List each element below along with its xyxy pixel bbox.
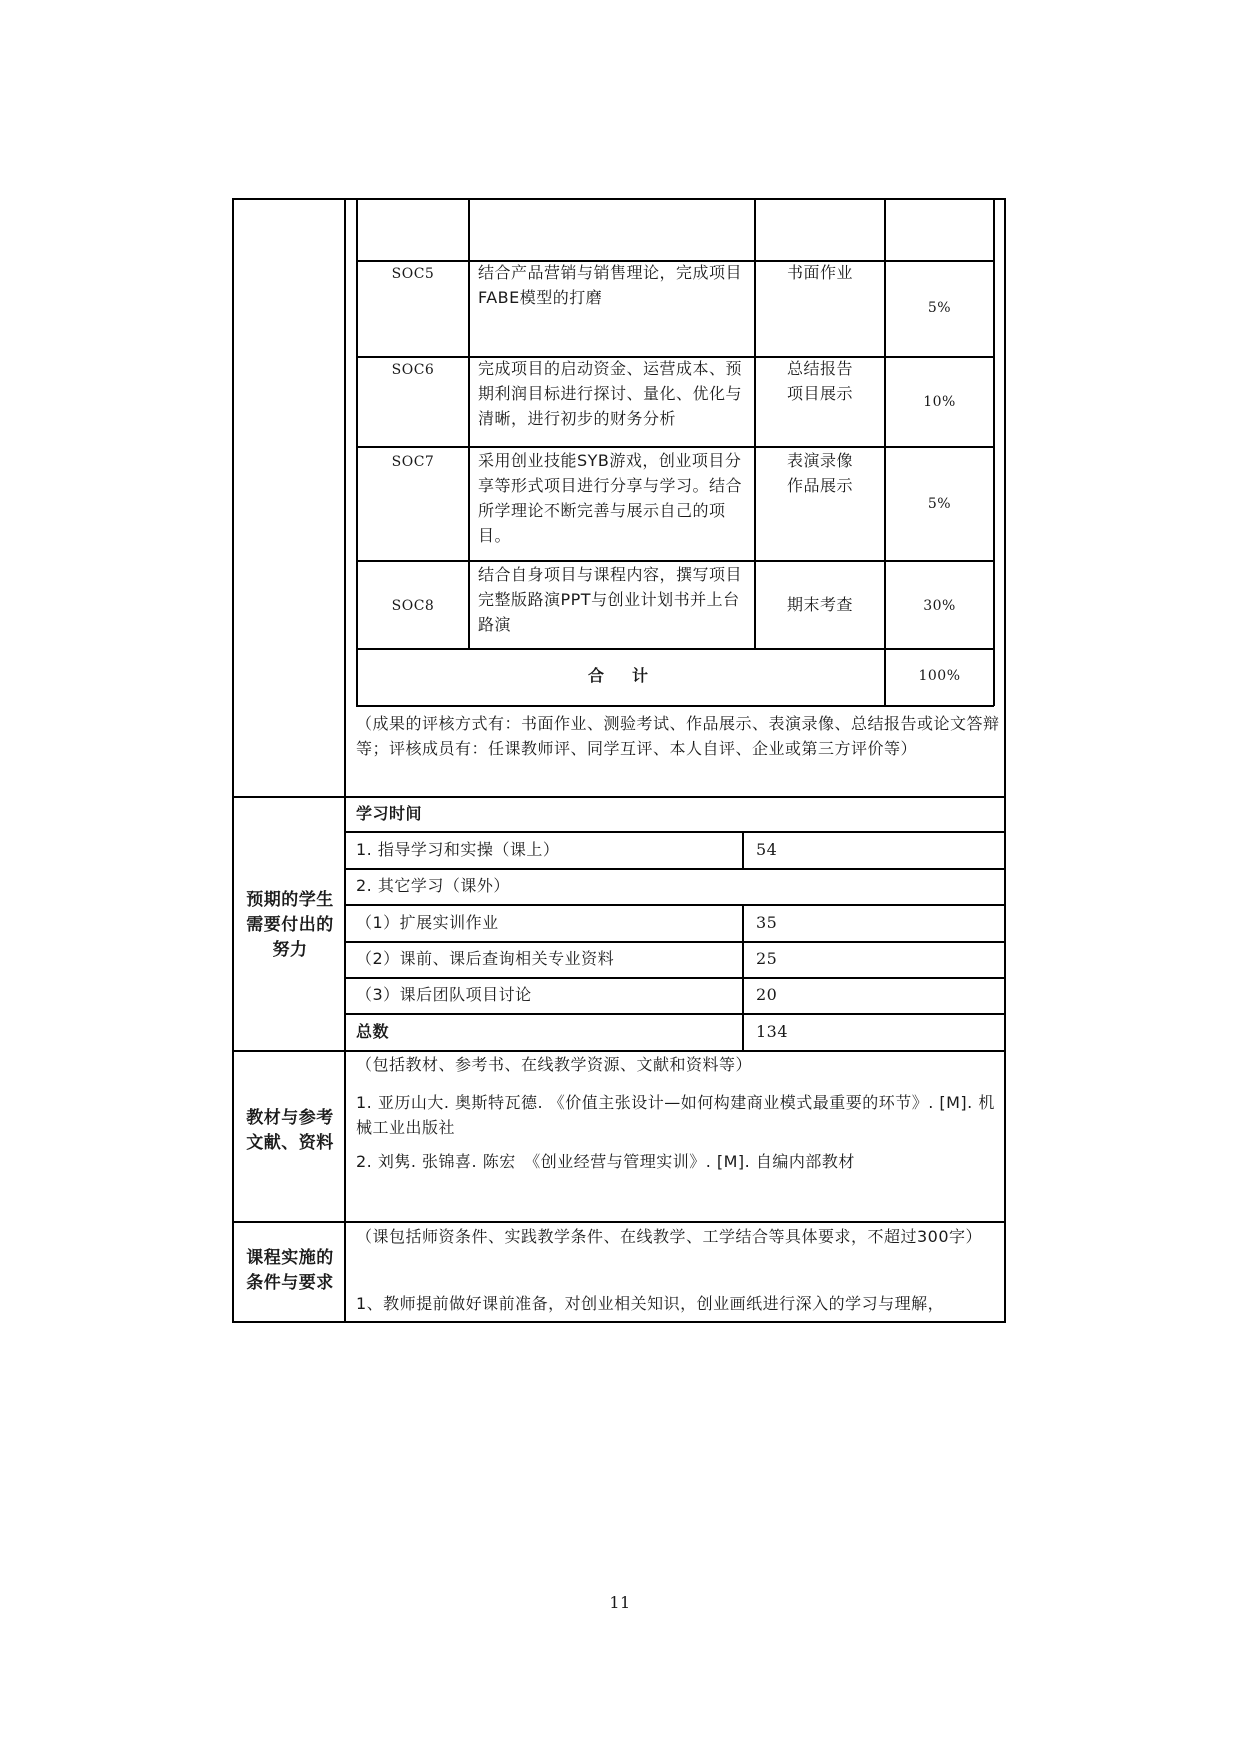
conditions-intro: （课包括师资条件、实践教学条件、在线教学、工学结合等具体要求，不超过300字） <box>356 1227 983 1246</box>
soc-code: SOC7 <box>391 454 435 470</box>
effort-label: 预期的学生需要付出的努力 <box>246 890 334 960</box>
effort-hours: 54 <box>756 840 778 859</box>
assessment-note: （成果的评核方式有：书面作业、测验考试、作品展示、表演录像、总结报告或论文答辩等；评核成员有：任课教师评、同学互评、本人自评、企业或第三方评价等） <box>356 714 1000 758</box>
assessment-total-label: 合 计 <box>587 666 654 685</box>
assessment-weight: 5% <box>927 496 952 512</box>
assessment-weight: 5% <box>927 300 952 316</box>
effort-total-value: 134 <box>756 1022 789 1041</box>
soc-content: 完成项目的启动资金、运营成本、预期利润目标进行探讨、量化、优化与清晰，进行初步的财务分析 <box>478 359 743 428</box>
assessment-weight: 30% <box>923 598 956 614</box>
page-number: 11 <box>609 1593 631 1612</box>
reference-item: 2. 刘隽. 张锦喜. 陈宏 《创业经营与管理实训》. [M]. 自编内部教材 <box>356 1152 855 1171</box>
conditions-item: 1、教师提前做好课前准备，对创业相关知识，创业画纸进行深入的学习与理解， <box>356 1294 945 1313</box>
assessment-weight: 10% <box>923 394 956 410</box>
conditions-label: 课程实施的条件与要求 <box>246 1248 334 1293</box>
effort-hours: 20 <box>756 985 778 1004</box>
soc-content: 结合产品营销与销售理论，完成项目FABE模型的打磨 <box>478 263 743 307</box>
effort-item: 2. 其它学习（课外） <box>356 876 510 895</box>
soc-content: 采用创业技能SYB游戏，创业项目分享等形式项目进行分享与学习。结合所学理论不断完善与展示自己的项目。 <box>478 451 743 545</box>
materials-intro: （包括教材、参考书、在线教学资源、文献和资料等） <box>356 1055 753 1074</box>
soc-code: SOC8 <box>391 598 435 614</box>
effort-item: （2）课前、课后查询相关专业资料 <box>356 949 615 968</box>
effort-hours: 35 <box>756 913 778 932</box>
effort-header: 学习时间 <box>356 804 423 823</box>
assessment-method: 期末考查 <box>786 595 853 614</box>
assessment-method: 表演录像作品展示 <box>786 451 853 495</box>
soc-code: SOC5 <box>391 266 435 282</box>
assessment-method: 书面作业 <box>786 263 853 282</box>
reference-item: 1. 亚历山大. 奥斯特瓦德. 《价值主张设计—如何构建商业模式最重要的环节》. [M]. 机械工业出版社 <box>356 1093 995 1137</box>
effort-item: （3）课后团队项目讨论 <box>356 985 532 1004</box>
soc-content: 结合自身项目与课程内容，撰写项目完整版路演PPT与创业计划书并上台路演 <box>478 565 743 634</box>
materials-label: 教材与参考文献、资料 <box>246 1108 334 1153</box>
assessment-total-value: 100% <box>918 668 961 684</box>
assessment-method: 总结报告项目展示 <box>786 359 853 403</box>
soc-code: SOC6 <box>391 362 435 378</box>
effort-total-label: 总数 <box>356 1022 390 1041</box>
effort-item: 1. 指导学习和实操（课上） <box>356 840 560 859</box>
effort-item: （1）扩展实训作业 <box>356 913 499 932</box>
effort-hours: 25 <box>756 949 778 968</box>
